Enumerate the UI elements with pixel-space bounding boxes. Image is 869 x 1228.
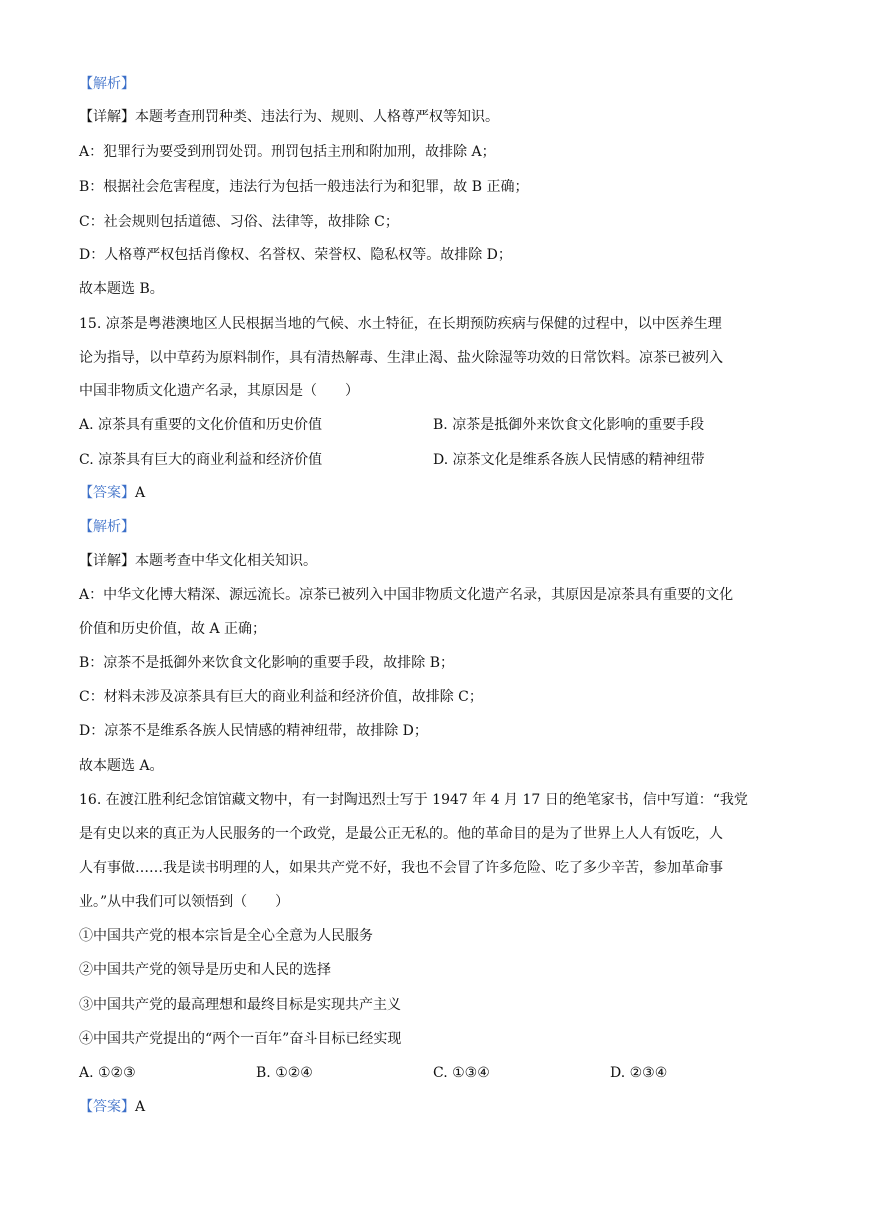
conclusion-line: 故本题选 B。 [79, 281, 164, 297]
detail-text: 本题考查刑罚种类、违法行为、规则、人格尊严权等知识。 [135, 109, 499, 125]
question-15-option-c: C. 凉茶具有巨大的商业利益和经济价值 [79, 452, 323, 468]
question-15-stem: 15. 凉茶是粤港澳地区人民根据当地的气候、水土特征，在长期预防疾病与保健的过程中，以中医养生理 [79, 316, 722, 332]
answer-tag: 【答案】 [79, 485, 135, 501]
detail-text: 本题考查中华文化相关知识。 [135, 553, 317, 569]
question-16-stem: 16. 在渡江胜利纪念馆馆藏文物中，有一封陶迅烈士写于 1947 年 4 月 17 日的绝笔家书，信中写道：“我党 [79, 792, 748, 808]
detail-line [79, 551, 789, 571]
question-16-answer [79, 1097, 789, 1117]
question-16-stem: 业。”从中我们可以领悟到（ ） [79, 894, 290, 910]
conclusion-line: 故本题选 A。 [79, 758, 164, 774]
question-15-answer [79, 483, 789, 503]
answer-value: A [135, 485, 146, 501]
detail-tag: 【详解】 [79, 109, 135, 125]
question-16-statement-4: ④中国共产党提出的“两个一百年”奋斗目标已经实现 [79, 1031, 402, 1047]
explanation-line: B：根据社会危害程度，违法行为包括一般违法行为和犯罪，故 B 正确； [79, 179, 529, 195]
explanation-line: 价值和历史价值，故 A 正确； [79, 621, 267, 637]
explanation-line: D：人格尊严权包括肖像权、名誉权、荣誉权、隐私权等。故排除 D； [79, 247, 512, 263]
question-16-statement-2: ②中国共产党的领导是历史和人民的选择 [79, 962, 331, 978]
analysis-tag: 【解析】 [79, 76, 135, 92]
question-16-stem: 是有史以来的真正为人民服务的一个政党，是最公正无私的。他的革命目的是为了世界上人人有饭吃，人 [79, 826, 723, 842]
analysis-heading [79, 517, 789, 537]
answer-value: A [135, 1099, 146, 1115]
analysis-heading [79, 74, 789, 94]
detail-line [79, 107, 789, 127]
explanation-line: C：材料未涉及凉茶具有巨大的商业利益和经济价值，故排除 C； [79, 689, 483, 705]
question-16-option-c: C. ①③④ [433, 1065, 490, 1081]
explanation-line: C：社会规则包括道德、习俗、法律等，故排除 C； [79, 214, 399, 230]
question-15-option-a: A. 凉茶具有重要的文化价值和历史价值 [79, 417, 323, 433]
question-15-stem: 论为指导，以中草药为原料制作，具有清热解毒、生津止渴、盐火除湿等功效的日常饮料。凉茶已被列入 [79, 350, 723, 366]
question-16-option-a: A. ①②③ [79, 1065, 136, 1081]
analysis-tag: 【解析】 [79, 519, 135, 535]
explanation-line: B：凉茶不是抵御外来饮食文化影响的重要手段，故排除 B； [79, 655, 455, 671]
question-15-option-d: D. 凉茶文化是维系各族人民情感的精神纽带 [433, 452, 705, 468]
detail-tag: 【详解】 [79, 553, 135, 569]
explanation-line: A：中华文化博大精深、源远流长。凉茶已被列入中国非物质文化遗产名录，其原因是凉茶具有重要的文化 [79, 587, 734, 603]
question-16-option-b: B. ①②④ [256, 1065, 313, 1081]
question-15-option-b: B. 凉茶是抵御外来饮食文化影响的重要手段 [433, 417, 705, 433]
answer-tag: 【答案】 [79, 1099, 135, 1115]
question-16-option-d: D. ②③④ [610, 1065, 668, 1081]
explanation-line: A：犯罪行为要受到刑罚处罚。刑罚包括主刑和附加刑，故排除 A； [79, 144, 496, 160]
question-16-stem: 人有事做……我是读书明理的人，如果共产党不好，我也不会冒了许多危险、吃了多少辛苦，参加革命事 [79, 860, 723, 876]
explanation-line: D：凉茶不是维系各族人民情感的精神纽带，故排除 D； [79, 723, 428, 739]
question-15-stem: 中国非物质文化遗产名录，其原因是（ ） [79, 383, 359, 399]
question-16-statement-1: ①中国共产党的根本宗旨是全心全意为人民服务 [79, 928, 373, 944]
question-16-statement-3: ③中国共产党的最高理想和最终目标是实现共产主义 [79, 997, 401, 1013]
